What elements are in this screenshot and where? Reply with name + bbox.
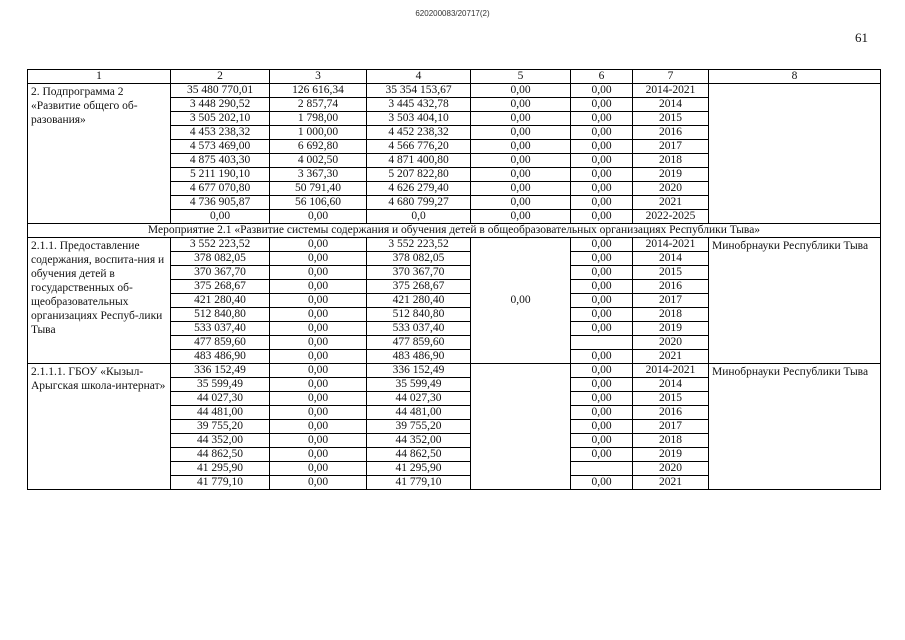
table-cell: 44 862,50 [171, 448, 270, 462]
table-cell: 421 280,40 [367, 294, 471, 308]
table-cell: 0,00 [270, 448, 367, 462]
table-cell: 44 862,50 [367, 448, 471, 462]
table-cell: 41 295,90 [171, 462, 270, 476]
table-cell: 2017 [633, 140, 709, 154]
column-header: 2 [171, 70, 270, 84]
table-cell: 375 268,67 [367, 280, 471, 294]
table-cell: 0,00 [270, 252, 367, 266]
table-cell: 378 082,05 [367, 252, 471, 266]
table-cell: 370 367,70 [171, 266, 270, 280]
table-cell: 378 082,05 [171, 252, 270, 266]
table-cell: 2021 [633, 196, 709, 210]
table-cell: 3 503 404,10 [367, 112, 471, 126]
table-cell: 3 367,30 [270, 168, 367, 182]
table-cell: 477 859,60 [367, 336, 471, 350]
table-cell: 0,00 [571, 266, 633, 280]
table-cell: 3 448 290,52 [171, 98, 270, 112]
table-cell: 0,00 [571, 364, 633, 378]
table-cell: 2020 [633, 462, 709, 476]
table-cell: 3 552 223,52 [171, 238, 270, 252]
table-cell: 0,00 [571, 420, 633, 434]
column-5-merged [471, 364, 571, 490]
table-cell: 370 367,70 [367, 266, 471, 280]
table-cell: 41 295,90 [367, 462, 471, 476]
responsible-cell [709, 84, 881, 224]
table-cell: 0,00 [571, 294, 633, 308]
table-cell: 0,00 [270, 364, 367, 378]
table-cell: 2016 [633, 126, 709, 140]
table-cell: 2017 [633, 294, 709, 308]
table-cell: 2014-2021 [633, 238, 709, 252]
table-cell: 0,00 [571, 252, 633, 266]
table-cell: 0,00 [571, 350, 633, 364]
table-cell: 4 875 403,30 [171, 154, 270, 168]
table-cell: 0,00 [270, 378, 367, 392]
table-cell: 4 626 279,40 [367, 182, 471, 196]
table-cell: 41 779,10 [367, 476, 471, 490]
table-cell: 44 027,30 [367, 392, 471, 406]
table-cell: 4 871 400,80 [367, 154, 471, 168]
table-cell: 4 573 469,00 [171, 140, 270, 154]
table-cell: 0,00 [571, 182, 633, 196]
table-cell: 1 000,00 [270, 126, 367, 140]
table-cell: 0,00 [571, 378, 633, 392]
table-cell: 0,0 [367, 210, 471, 224]
table-cell: 483 486,90 [171, 350, 270, 364]
responsible-cell: Минобрнауки Республики Тыва [709, 364, 881, 490]
table-row [28, 238, 881, 252]
table-cell: 2 857,74 [270, 98, 367, 112]
measure-row [28, 224, 881, 238]
table-cell: 3 445 432,78 [367, 98, 471, 112]
table-cell: 0,00 [571, 434, 633, 448]
table-cell: 2016 [633, 406, 709, 420]
row-description: 2. Подпрограмма 2 «Развитие общего об-разования» [28, 84, 171, 224]
table-cell: 1 798,00 [270, 112, 367, 126]
table-cell [571, 336, 633, 350]
table-cell: 2019 [633, 168, 709, 182]
table-cell: 0,00 [171, 210, 270, 224]
table-cell: 0,00 [571, 168, 633, 182]
table-cell: 0,00 [571, 112, 633, 126]
table-cell: 44 481,00 [367, 406, 471, 420]
table-cell: 0,00 [270, 350, 367, 364]
table-cell: 4 677 070,80 [171, 182, 270, 196]
table-cell: 0,00 [471, 168, 571, 182]
table-cell: 35 599,49 [171, 378, 270, 392]
table-cell: 2014-2021 [633, 84, 709, 98]
budget-table [27, 69, 881, 490]
table-cell: 126 616,34 [270, 84, 367, 98]
table-cell: 2018 [633, 434, 709, 448]
table-row [28, 84, 881, 98]
table-cell: 0,00 [571, 210, 633, 224]
table-row [28, 364, 881, 378]
table-cell: 0,00 [270, 462, 367, 476]
table-cell: 3 505 202,10 [171, 112, 270, 126]
table-cell: 2014 [633, 252, 709, 266]
page-number: 61 [855, 30, 868, 45]
row-description: 2.1.1.1. ГБОУ «Кызыл-Арыгская школа-интернат» [28, 364, 171, 490]
table-cell: 0,00 [571, 392, 633, 406]
table-cell: 2016 [633, 280, 709, 294]
table-cell: 0,00 [471, 98, 571, 112]
column-header: 7 [633, 70, 709, 84]
table-cell: 0,00 [270, 420, 367, 434]
table-cell: 0,00 [270, 336, 367, 350]
table-cell: 0,00 [571, 238, 633, 252]
table-cell: 0,00 [270, 308, 367, 322]
table-cell: 44 352,00 [367, 434, 471, 448]
table-cell: 0,00 [270, 280, 367, 294]
table-cell: 3 552 223,52 [367, 238, 471, 252]
document-code: 620200083/20717(2) [415, 9, 490, 18]
table-cell: 0,00 [471, 154, 571, 168]
table-cell: 0,00 [471, 182, 571, 196]
table-cell: 336 152,49 [367, 364, 471, 378]
table-cell: 0,00 [471, 112, 571, 126]
table-cell: 0,00 [270, 434, 367, 448]
table-cell: 50 791,40 [270, 182, 367, 196]
table-cell: 0,00 [571, 476, 633, 490]
table-cell: 0,00 [571, 84, 633, 98]
table-cell: 2022-2025 [633, 210, 709, 224]
table-cell: 533 037,40 [171, 322, 270, 336]
table-cell: 35 480 770,01 [171, 84, 270, 98]
table-cell: 0,00 [471, 196, 571, 210]
table-cell: 0,00 [571, 140, 633, 154]
column-header: 8 [709, 70, 881, 84]
table-cell: 5 207 822,80 [367, 168, 471, 182]
column-header: 1 [28, 70, 171, 84]
table-cell: 0,00 [270, 322, 367, 336]
table-cell: 0,00 [571, 308, 633, 322]
table-cell: 0,00 [571, 448, 633, 462]
table-cell: 2017 [633, 420, 709, 434]
table-cell: 0,00 [571, 196, 633, 210]
table-cell: 0,00 [571, 98, 633, 112]
table-cell: 0,00 [270, 406, 367, 420]
table-cell: 35 599,49 [367, 378, 471, 392]
table-cell [571, 462, 633, 476]
table-cell: 0,00 [270, 238, 367, 252]
table-cell: 2014-2021 [633, 364, 709, 378]
table-cell: 512 840,80 [171, 308, 270, 322]
table-cell: 0,00 [571, 154, 633, 168]
table-cell: 0,00 [270, 210, 367, 224]
row-description: 2.1.1. Предоставление содержания, воспита-ния и обучения детей в государственных об-щеобразовательных организациях Респуб-лики Тыва [28, 238, 171, 364]
table-cell: 0,00 [471, 126, 571, 140]
table-cell: 0,00 [270, 266, 367, 280]
table-cell: 2015 [633, 392, 709, 406]
measure-title: Мероприятие 2.1 «Развитие системы содержания и обучения детей в общеобразовательных организациях Республики Тыва» [28, 224, 881, 238]
column-header: 6 [571, 70, 633, 84]
table-cell: 0,00 [571, 280, 633, 294]
table-cell: 0,00 [571, 126, 633, 140]
table-cell: 0,00 [471, 84, 571, 98]
responsible-cell: Минобрнауки Республики Тыва [709, 238, 881, 364]
column-header: 5 [471, 70, 571, 84]
table-cell: 0,00 [270, 392, 367, 406]
table-cell: 336 152,49 [171, 364, 270, 378]
table-body [28, 70, 881, 490]
table-cell: 4 736 905,87 [171, 196, 270, 210]
table-cell: 44 481,00 [171, 406, 270, 420]
table-cell: 39 755,20 [367, 420, 471, 434]
table-cell: 56 106,60 [270, 196, 367, 210]
table-cell: 0,00 [270, 294, 367, 308]
table-cell: 5 211 190,10 [171, 168, 270, 182]
table-cell: 44 027,30 [171, 392, 270, 406]
table-cell: 2018 [633, 154, 709, 168]
column-5-merged: 0,00 [471, 238, 571, 364]
table-cell: 4 453 238,32 [171, 126, 270, 140]
table-cell: 2018 [633, 308, 709, 322]
table-cell: 35 354 153,67 [367, 84, 471, 98]
column-header: 4 [367, 70, 471, 84]
table-cell: 2015 [633, 266, 709, 280]
table-cell: 0,00 [471, 140, 571, 154]
table-cell: 533 037,40 [367, 322, 471, 336]
table-cell: 375 268,67 [171, 280, 270, 294]
table-cell: 2019 [633, 322, 709, 336]
table-cell: 4 452 238,32 [367, 126, 471, 140]
table-cell: 0,00 [571, 322, 633, 336]
table-cell: 0,00 [471, 210, 571, 224]
table-cell: 39 755,20 [171, 420, 270, 434]
table-cell: 2014 [633, 378, 709, 392]
table-cell: 4 566 776,20 [367, 140, 471, 154]
table-cell: 2015 [633, 112, 709, 126]
table-cell: 512 840,80 [367, 308, 471, 322]
table-cell: 2020 [633, 182, 709, 196]
table-cell: 477 859,60 [171, 336, 270, 350]
table-cell: 4 002,50 [270, 154, 367, 168]
table-cell: 44 352,00 [171, 434, 270, 448]
table-cell: 0,00 [270, 476, 367, 490]
table-cell: 2014 [633, 98, 709, 112]
table-cell: 41 779,10 [171, 476, 270, 490]
table-cell: 2021 [633, 350, 709, 364]
table-cell: 421 280,40 [171, 294, 270, 308]
header-row [28, 70, 881, 84]
table-cell: 2020 [633, 336, 709, 350]
table-cell: 483 486,90 [367, 350, 471, 364]
table-cell: 2021 [633, 476, 709, 490]
table-cell: 2019 [633, 448, 709, 462]
column-header: 3 [270, 70, 367, 84]
table-cell: 4 680 799,27 [367, 196, 471, 210]
table-cell: 6 692,80 [270, 140, 367, 154]
table-cell: 0,00 [571, 406, 633, 420]
